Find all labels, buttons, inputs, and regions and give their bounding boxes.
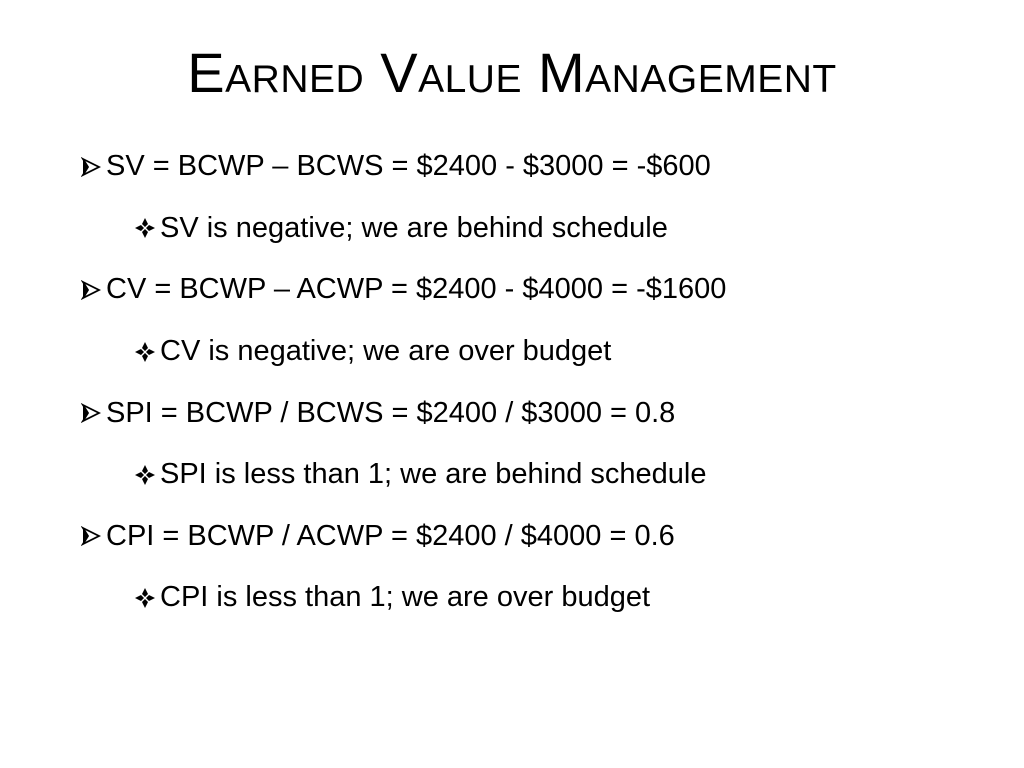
bullet-text: SV = BCWP – BCWS = $2400 - $3000 = -$600 [106, 150, 711, 183]
bullet-text: CPI is less than 1; we are over budget [160, 581, 651, 614]
diamond-bullet-icon [132, 339, 158, 365]
bullet-list [78, 136, 998, 629]
sub-bullet-item-sv-note [78, 198, 998, 260]
bullet-item-cpi [78, 506, 998, 568]
bullet-text: CPI = BCWP / ACWP = $2400 / $4000 = 0.6 [106, 519, 675, 552]
slide-title: Earned Value Management [187, 41, 837, 104]
diamond-bullet-icon [132, 585, 158, 611]
sub-bullet-item-cpi-note [78, 567, 998, 629]
bullet-text: CV is negative; we are over budget [160, 335, 612, 368]
arrow-bullet-icon [78, 523, 104, 549]
bullet-text: SPI = BCWP / BCWS = $2400 / $3000 = 0.8 [106, 396, 676, 429]
arrow-bullet-icon [78, 154, 104, 180]
sub-bullet-item-spi-note [78, 444, 998, 506]
bullet-text: SPI is less than 1; we are behind schedule [160, 458, 707, 491]
sub-bullet-item-cv-note [78, 321, 998, 383]
diamond-bullet-icon [132, 462, 158, 488]
bullet-text: SV is negative; we are behind schedule [160, 211, 668, 244]
bullet-item-spi [78, 382, 998, 444]
arrow-bullet-icon [78, 400, 104, 426]
bullet-item-sv [78, 136, 998, 198]
diamond-bullet-icon [132, 215, 158, 241]
arrow-bullet-icon [78, 277, 104, 303]
bullet-item-cv [78, 259, 998, 321]
bullet-text: CV = BCWP – ACWP = $2400 - $4000 = -$1600 [106, 273, 727, 306]
